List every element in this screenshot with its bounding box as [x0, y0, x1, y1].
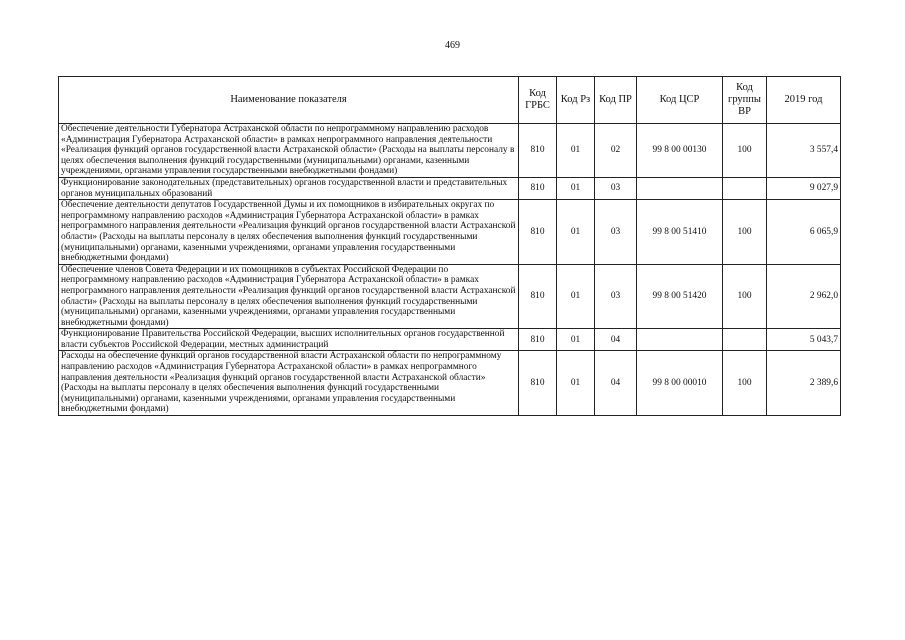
row-grbs: 810 — [519, 351, 557, 416]
table-row — [59, 124, 841, 178]
row-amount: 9 027,9 — [767, 177, 841, 199]
row-vr: 100 — [723, 200, 767, 265]
row-grbs: 810 — [519, 177, 557, 199]
header-year: 2019 год — [767, 77, 841, 124]
row-pr: 03 — [595, 264, 637, 329]
row-csr: 99 8 00 00130 — [637, 124, 723, 178]
header-rz: Код Рз — [557, 77, 595, 124]
row-name: Расходы на обеспечение функций органов государственной власти Астраханской области по непрограммному направлению расходов «Администрация Губернатора Астраханской области» в рамках непрограммного направления деятельности «Реализация функций органов государственной власти Астраханской области» (Расходы на выплаты персоналу в целях обеспечения выполнения функций государственными (муниципальными) органами, казенными учреждениями, органами управления государственными внебюджетными фондами) — [59, 351, 519, 416]
row-vr — [723, 329, 767, 351]
row-name: Обеспечение членов Совета Федерации и их помощников в субъектах Российской Федерации по непрограммному направлению расходов «Администрация Губернатора Астраханской области» в рамках непрограммного направления деятельности «Реализация функций органов государственной власти Астраханской области» (Расходы на выплаты персоналу в целях обеспечения выполнения функций государственными (муниципальными) органами, казенными учреждениями, органами управления государственными внебюджетными фондами) — [59, 264, 519, 329]
row-amount: 5 043,7 — [767, 329, 841, 351]
row-grbs: 810 — [519, 124, 557, 178]
row-amount: 6 065,9 — [767, 200, 841, 265]
header-pr: Код ПР — [595, 77, 637, 124]
row-rz: 01 — [557, 329, 595, 351]
row-csr — [637, 329, 723, 351]
row-rz: 01 — [557, 351, 595, 416]
row-amount: 2 389,6 — [767, 351, 841, 416]
row-pr: 03 — [595, 177, 637, 199]
row-name: Обеспечение деятельности депутатов Государственной Думы и их помощников в избирательных округах по непрограммному направлению расходов «Администрация Губернатора Астраханской области» в рамках непрограммного направления деятельности «Реализация функций органов государственной власти Астраханской области» (Расходы на выплаты персоналу в целях обеспечения выполнения функций государственными (муниципальными) органами, казенными учреждениями, органами управления государственными внебюджетными фондами) — [59, 200, 519, 265]
page-number: 469 — [445, 40, 460, 51]
header-grbs: Код ГРБС — [519, 77, 557, 124]
table-row — [59, 329, 841, 351]
row-name: Обеспечение деятельности Губернатора Астраханской области по непрограммному направлению расходов «Администрация Губернатора Астраханской области» в рамках непрограммного направления деятельности «Реализация функций органов государственной власти Астраханской области» (Расходы на выплаты персоналу в целях обеспечения выполнения функций государственными (муниципальными) органами, казенными учреждениями, органами управления государственными внебюджетными фондами) — [59, 124, 519, 178]
row-rz: 01 — [557, 124, 595, 178]
header-vr: Код группы ВР — [723, 77, 767, 124]
row-amount: 3 557,4 — [767, 124, 841, 178]
row-csr: 99 8 00 51420 — [637, 264, 723, 329]
row-name: Функционирование законодательных (представительных) органов государственной власти и представительных органов муниципальных образований — [59, 177, 519, 199]
row-rz: 01 — [557, 200, 595, 265]
row-csr: 99 8 00 51410 — [637, 200, 723, 265]
row-vr — [723, 177, 767, 199]
row-vr: 100 — [723, 264, 767, 329]
table-row — [59, 200, 841, 265]
row-amount: 2 962,0 — [767, 264, 841, 329]
row-pr: 04 — [595, 351, 637, 416]
row-csr — [637, 177, 723, 199]
budget-table — [58, 76, 841, 416]
row-rz: 01 — [557, 264, 595, 329]
row-name: Функционирование Правительства Российской Федерации, высших исполнительных органов государственной власти субъектов Российской Федерации, местных администраций — [59, 329, 519, 351]
row-csr: 99 8 00 00010 — [637, 351, 723, 416]
row-pr: 03 — [595, 200, 637, 265]
header-name: Наименование показателя — [59, 77, 519, 124]
table-row — [59, 177, 841, 199]
row-grbs: 810 — [519, 200, 557, 265]
header-csr: Код ЦСР — [637, 77, 723, 124]
row-grbs: 810 — [519, 329, 557, 351]
table-row — [59, 264, 841, 329]
row-vr: 100 — [723, 351, 767, 416]
row-vr: 100 — [723, 124, 767, 178]
row-rz: 01 — [557, 177, 595, 199]
table-header-row — [59, 77, 841, 124]
row-pr: 04 — [595, 329, 637, 351]
row-grbs: 810 — [519, 264, 557, 329]
table-row — [59, 351, 841, 416]
row-pr: 02 — [595, 124, 637, 178]
